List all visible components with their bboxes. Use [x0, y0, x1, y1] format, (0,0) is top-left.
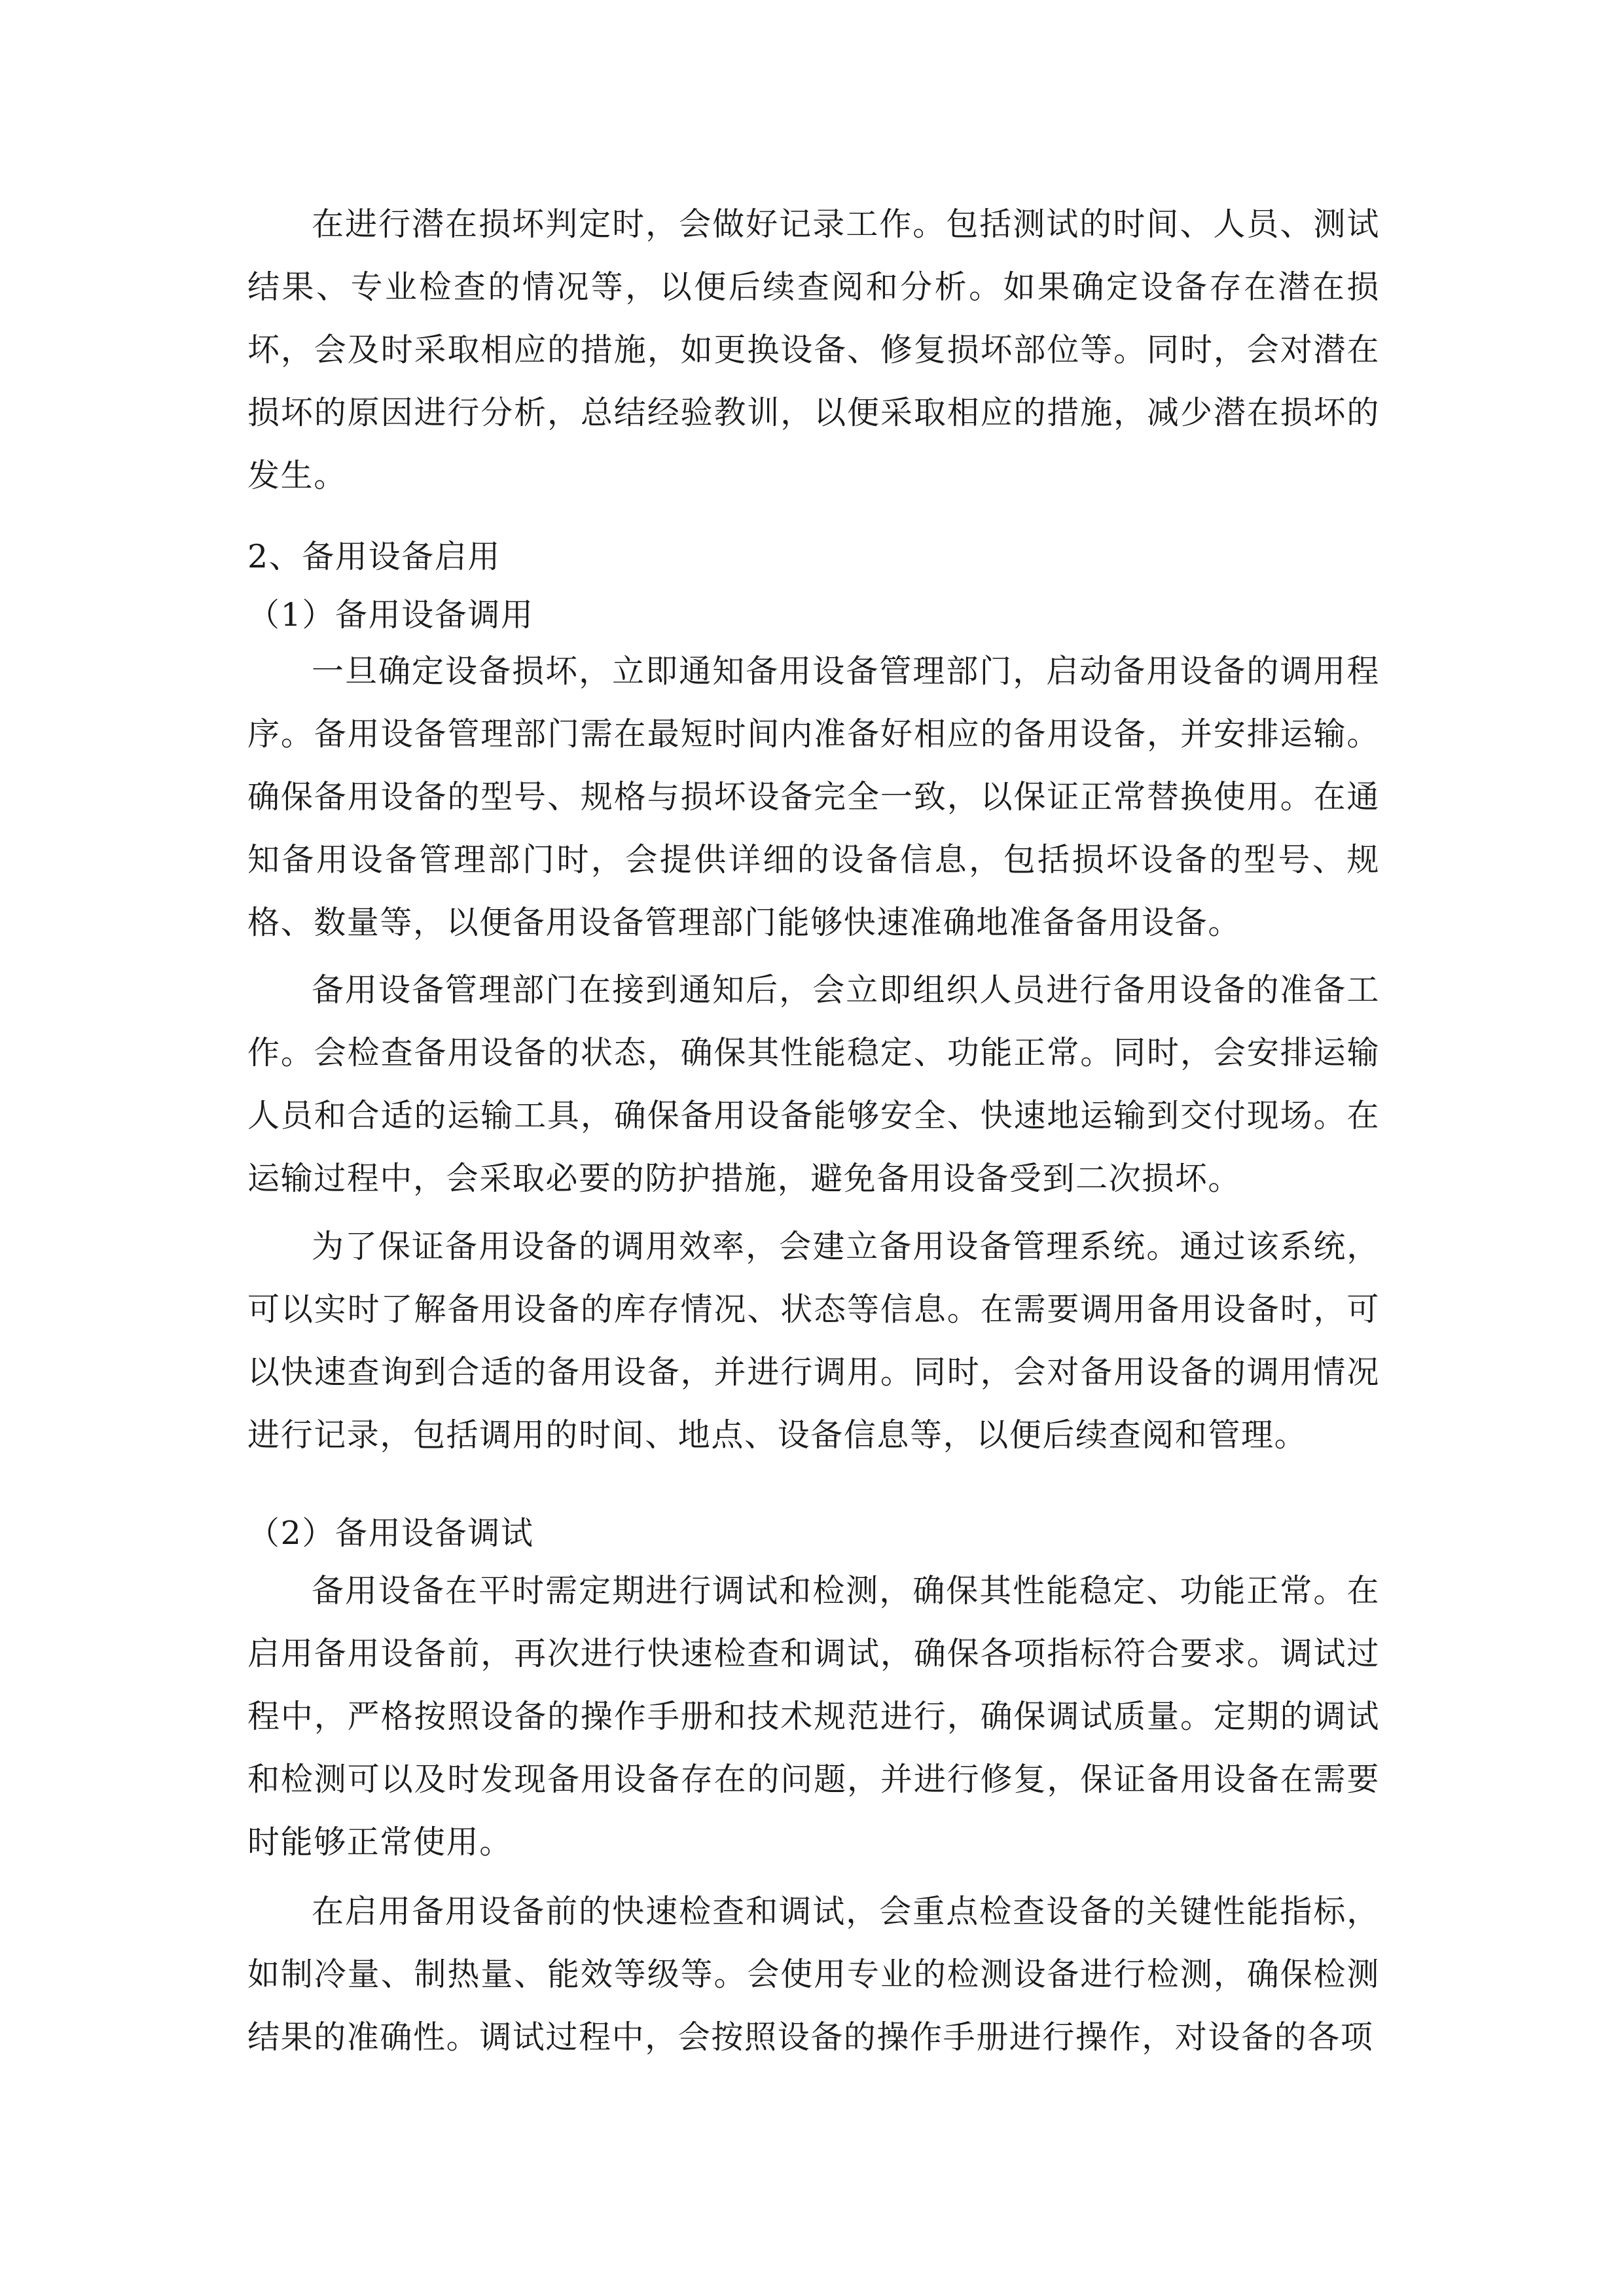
subsection-1-body-3	[247, 1215, 1380, 1467]
paragraph-spare-dispatch: 一旦确定设备损坏，立即通知备用设备管理部门，启动备用设备的调用程序。备用设备管理部门需在最短时间内准备好相应的备用设备，并安排运输。确保备用设备的型号、规格与损坏设备完全一致，以保证正常替换使用。在通知备用设备管理部门时，会提供详细的设备信息，包括损坏设备的型号、规格、数量等，以便备用设备管理部门能够快速准确地准备备用设备。	[247, 653, 1380, 941]
paragraph-quick-check: 在启用备用设备前的快速检查和调试，会重点检查设备的关键性能指标，如制冷量、制热量、能效等级等。会使用专业的检测设备进行检测，确保检测结果的准确性。调试过程中，会按照设备的操作手册进行操作，对设备的各项	[247, 1893, 1380, 2056]
subsection-1-heading: （1）备用设备调用	[247, 596, 534, 634]
subsection-1-body	[247, 640, 1380, 954]
paragraph-spare-management-system: 为了保证备用设备的调用效率，会建立备用设备管理系统。通过该系统，可以实时了解备用设备的库存情况、状态等信息。在需要调用备用设备时，可以快速查询到合适的备用设备，并进行调用。同时，会对备用设备的调用情况进行记录，包括调用的时间、地点、设备信息等，以便后续查阅和管理。	[247, 1228, 1380, 1454]
subsection-2-body-2	[247, 1880, 1380, 2069]
paragraph-spare-preparation: 备用设备管理部门在接到通知后，会立即组织人员进行备用设备的准备工作。会检查备用设备的状态，确保其性能稳定、功能正常。同时，会安排运输人员和合适的运输工具，确保备用设备能够安全、快速地运输到交付现场。在运输过程中，会采取必要的防护措施，避免备用设备受到二次损坏。	[247, 971, 1380, 1197]
subsection-1-body-2	[247, 959, 1380, 1210]
section-2-heading: 2、备用设备启用	[247, 538, 501, 575]
paragraph-potential-damage-record: 在进行潜在损坏判定时，会做好记录工作。包括测试的时间、人员、测试结果、专业检查的情况等，以便后续查阅和分析。如果确定设备存在潜在损坏，会及时采取相应的措施，如更换设备、修复损坏部位等。同时，会对潜在损坏的原因进行分析，总结经验教训，以便采取相应的措施，减少潜在损坏的发生。	[247, 206, 1380, 494]
subsection-2	[247, 1502, 1380, 1565]
subsection-2-body	[247, 1560, 1380, 1874]
section-heading-2	[247, 526, 1380, 588]
paragraph-spare-commissioning: 备用设备在平时需定期进行调试和检测，确保其性能稳定、功能正常。在启用备用设备前，再次进行快速检查和调试，确保各项指标符合要求。调试过程中，严格按照设备的操作手册和技术规范进行，确保调试质量。定期的调试和检测可以及时发现备用设备存在的问题，并进行修复，保证备用设备在需要时能够正常使用。	[247, 1572, 1380, 1861]
intro-section	[247, 193, 1380, 507]
subsection-1	[247, 584, 1380, 647]
subsection-2-heading: （2）备用设备调试	[247, 1515, 534, 1552]
